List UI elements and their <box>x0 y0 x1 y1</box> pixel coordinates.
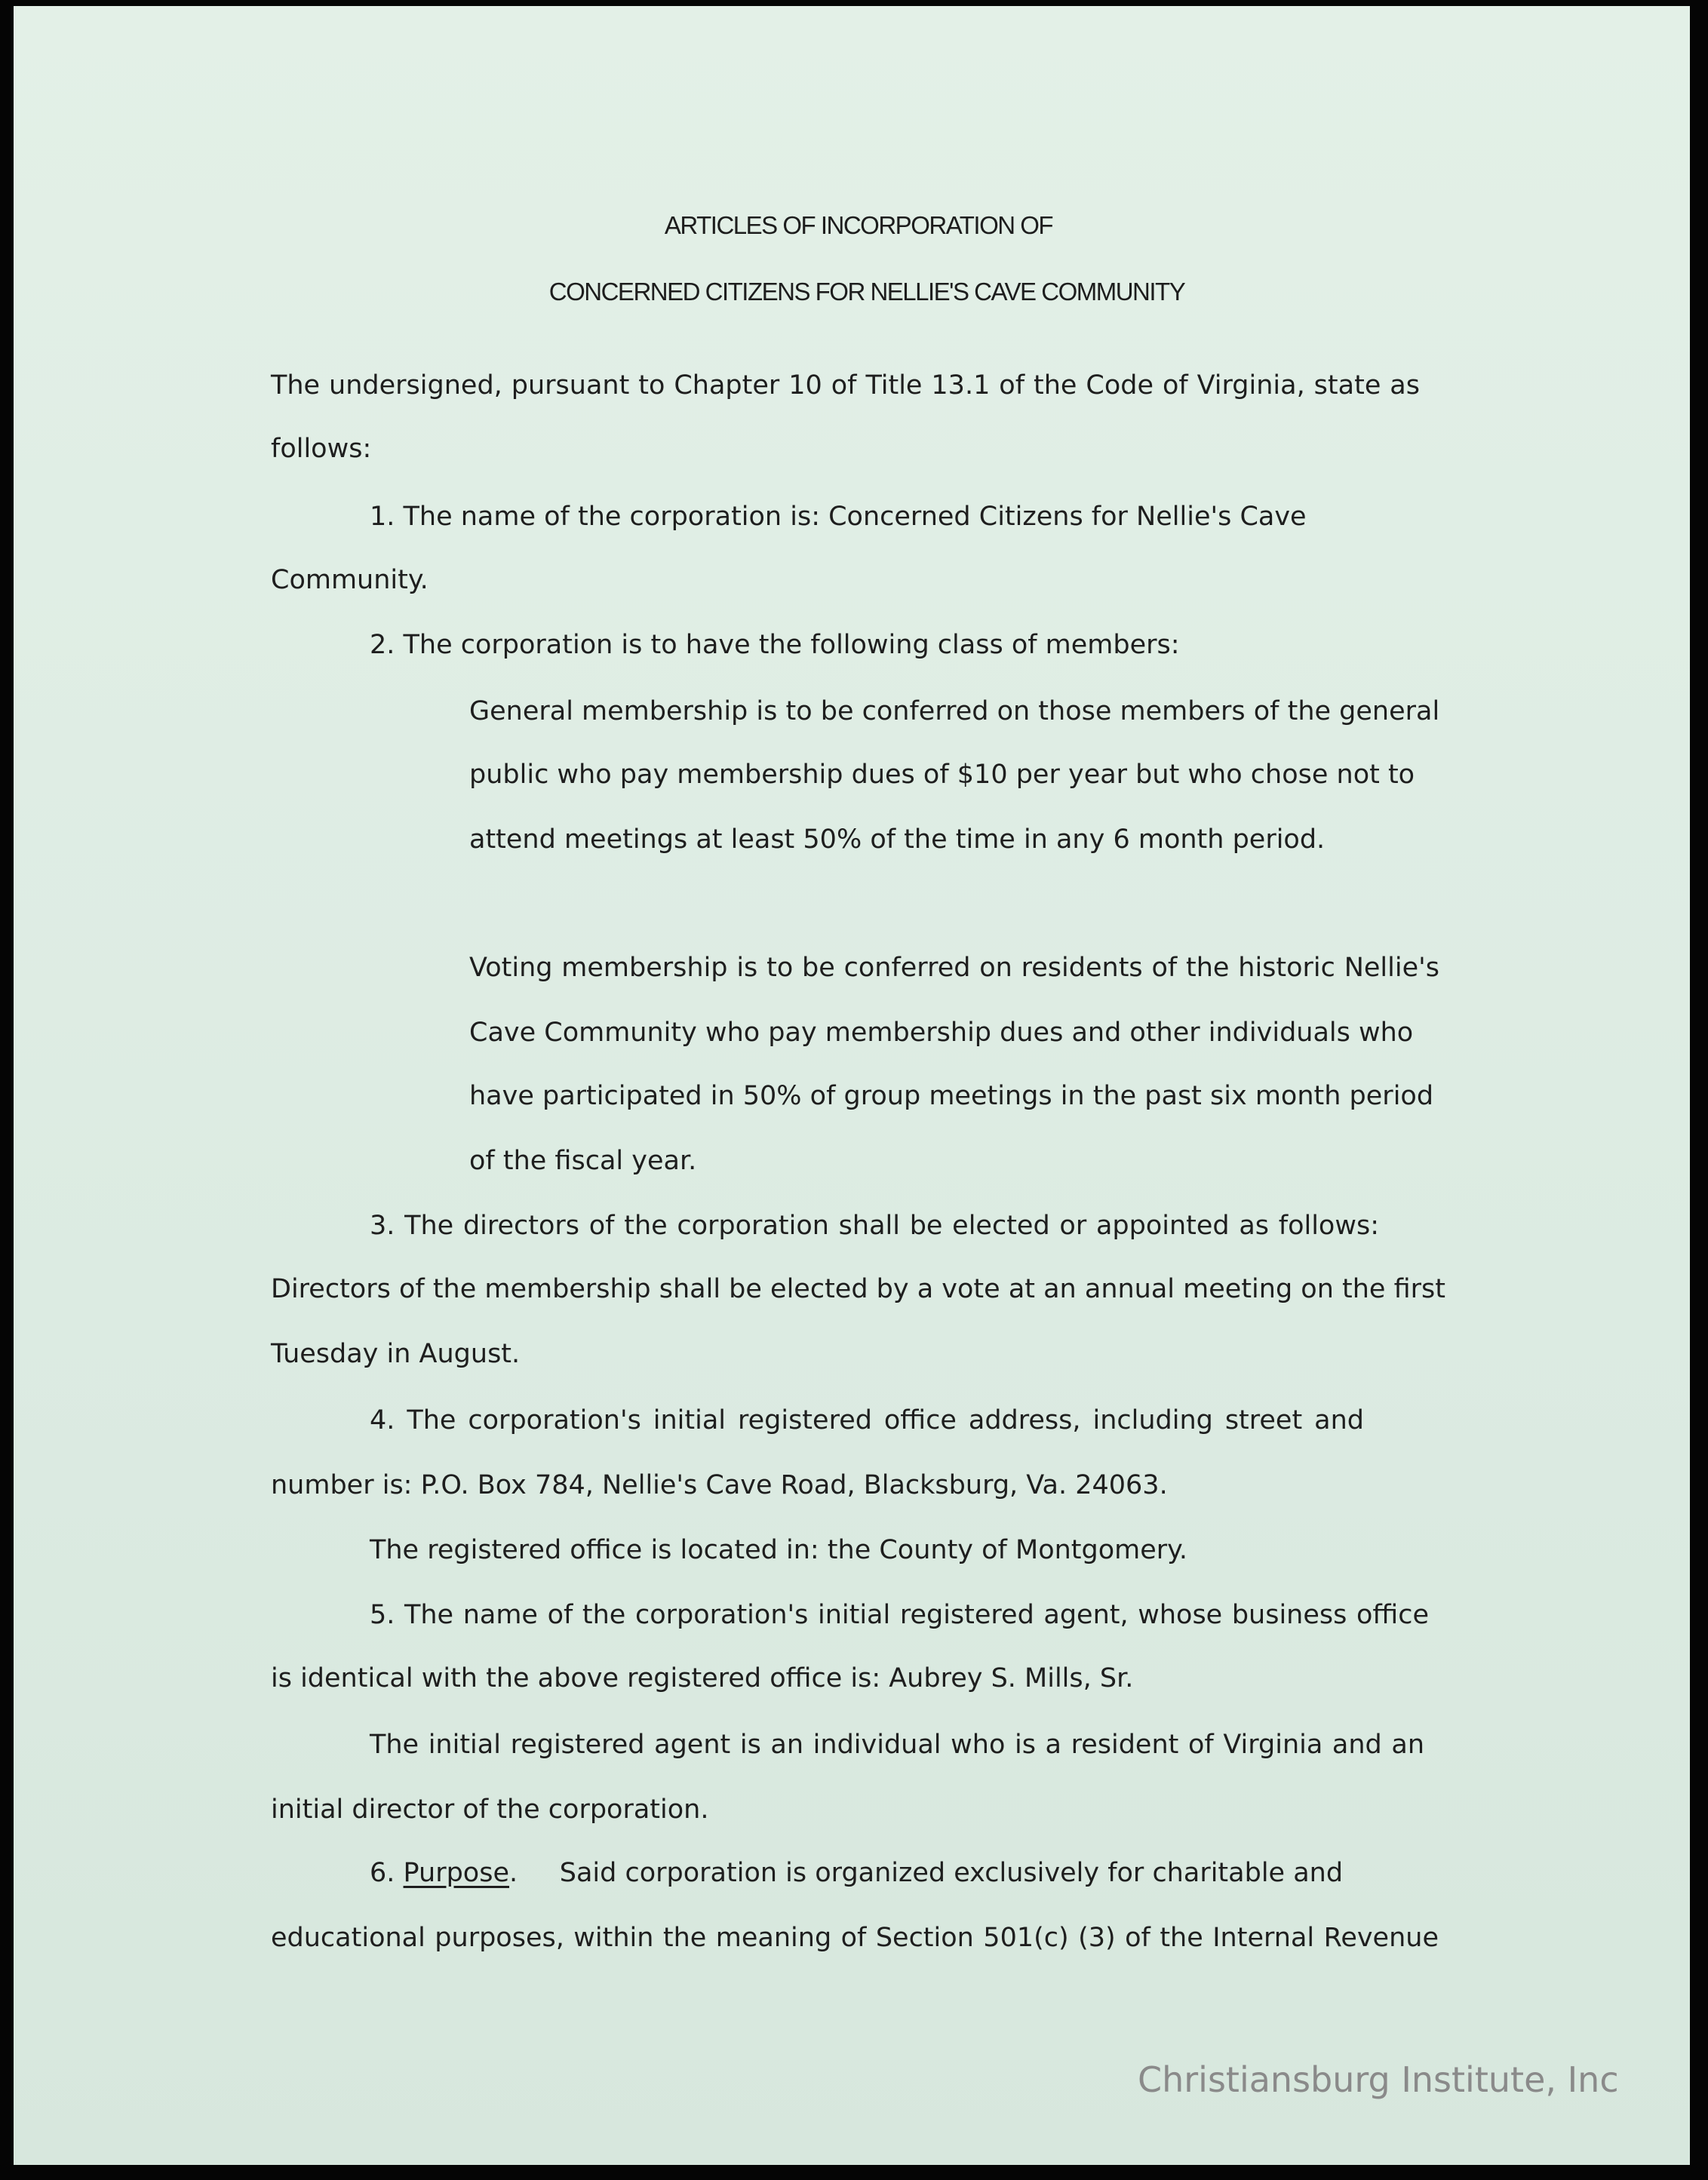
item-1-line-1: 1. The name of the corporation is: Concerned Citizens for Nellie's Cave <box>370 502 1307 532</box>
item-6-number: 6. <box>370 1858 404 1888</box>
item-4-line-1: 4. The corporation's initial registered office address, including street and <box>370 1405 1364 1435</box>
document-body <box>14 6 1690 2165</box>
item-5-line-2: is identical with the above registered office is: Aubrey S. Mills, Sr. <box>271 1663 1134 1693</box>
voting-membership-line-2: Cave Community who pay membership dues and other individuals who <box>469 1018 1414 1048</box>
title-line-2: CONCERNED CITIZENS FOR NELLIE'S CAVE COMMUNITY <box>548 278 1185 306</box>
item-6-line-2: educational purposes, within the meaning of Section 501(c) (3) of the Internal Revenue <box>271 1923 1439 1953</box>
item-6-line-1-rest: . Said corporation is organized exclusively for charitable and <box>509 1858 1344 1888</box>
item-5-line-1: 5. The name of the corporation's initial registered agent, whose business office <box>370 1600 1429 1630</box>
item-3-line-3: Tuesday in August. <box>271 1339 521 1369</box>
intro-line-2: follows: <box>271 434 372 464</box>
item-2-line-1: 2. The corporation is to have the following class of members: <box>370 630 1180 660</box>
voting-membership-line-3: have participated in 50% of group meetings in the past six month period <box>469 1081 1434 1111</box>
voting-membership-line-1: Voting membership is to be conferred on residents of the historic Nellie's <box>469 953 1439 983</box>
item-3-line-1: 3. The directors of the corporation shall be elected or appointed as follows: <box>370 1211 1379 1241</box>
general-membership-line-2: public who pay membership dues of $10 per year but who chose not to <box>469 760 1415 790</box>
item-4-line-3: The registered office is located in: the County of Montgomery. <box>370 1535 1188 1565</box>
intro-line-1: The undersigned, pursuant to Chapter 10 of Title 13.1 of the Code of Virginia, state as <box>271 370 1420 401</box>
watermark-text: Christiansburg Institute, Inc <box>1138 2059 1619 2100</box>
voting-membership-line-4: of the fiscal year. <box>469 1146 697 1176</box>
general-membership-line-3: attend meetings at least 50% of the time in any 6 month period. <box>469 824 1326 855</box>
item-5-line-4: initial director of the corporation. <box>271 1795 709 1825</box>
item-1-line-2: Community. <box>271 565 429 595</box>
item-6-heading: Purpose <box>403 1858 509 1888</box>
item-6-line-1 <box>370 1857 1343 1889</box>
document-page <box>14 6 1690 2165</box>
title-line-1: ARTICLES OF INCORPORATION OF <box>664 211 1053 239</box>
item-5-line-3: The initial registered agent is an individual who is a resident of Virginia and an <box>370 1730 1424 1760</box>
general-membership-line-1: General membership is to be conferred on those members of the general <box>469 696 1440 726</box>
item-3-line-2: Directors of the membership shall be elected by a vote at an annual meeting on the first <box>271 1274 1445 1304</box>
item-4-line-2: number is: P.O. Box 784, Nellie's Cave Road, Blacksburg, Va. 24063. <box>271 1470 1168 1500</box>
